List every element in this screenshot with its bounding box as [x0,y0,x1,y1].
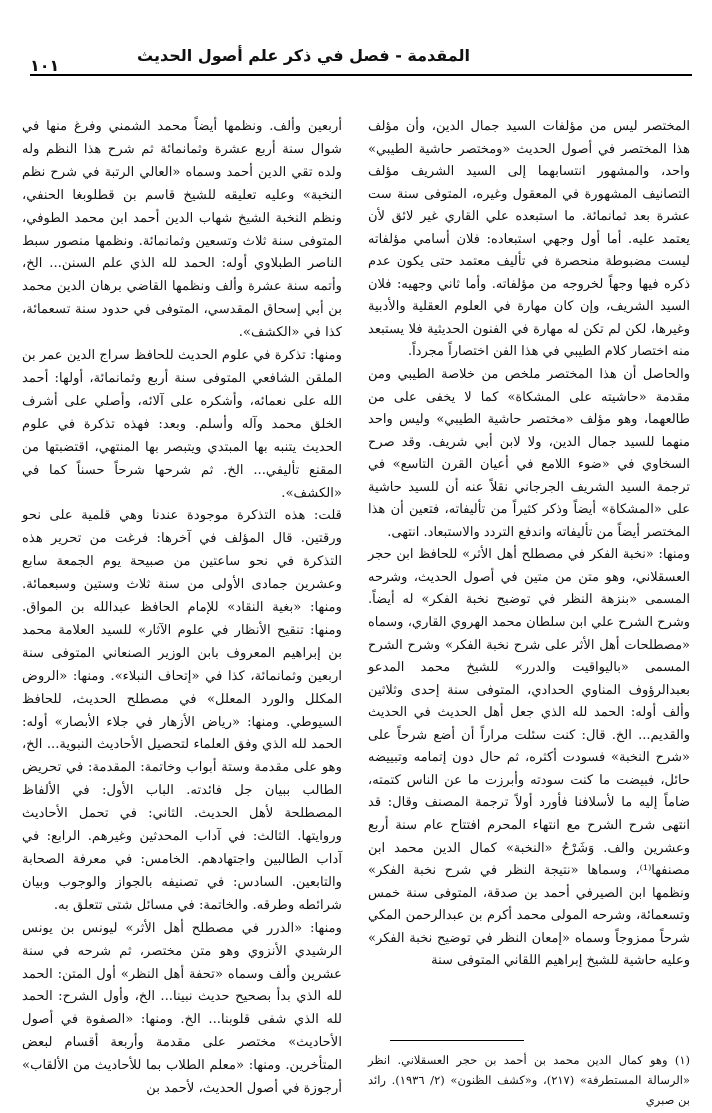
footnote-divider [390,1040,524,1041]
paragraph: ومنها: «نخبة الفكر في مصطلح أهل الأثر» للحافظ ابن حجر العسقلاني، وهو متن من متين في أصول الحديث، وشرحه المسمى «بنزهة النظر في توضيح نخبة الفكر» له أيضاً. وشرح الشرح علي ابن سلطان محمد الهروي القاري، وسماه «مصطلحات أهل الأثر على شرح نخبة الفكر» وشرح الشرح المسمى «باليواقيت والدرر» للشيخ محمد المدعو بعبدالرؤوف المناوي الحدادي، المتوفى سنة إحدى وثلاثين وألف أوله: الحمد لله الذي جعل أهل الحديث في الحديث والقديم... الخ. قال: كنت سئلت مراراً أن أضع شرحاً على «شرح النخبة» فسودت أكثره، ثم حال دون إتمامه وتبييضه حائل، فبيضت ما كنت سودته وأبرزت ما عن الناس كتمته، ضاماً إليه ما لأسلافنا فأورد أولاً ترجمة المصنف وقال: قد انتهى شرح الشرح مع انتهاء المحرم افتتاح عام سنة أربع وعشرين والف. وَشَرْحُ «النخبة» كمال الدين محمد ابن مصنفها⁽¹⁾، وسماها «نتيجة النظر في شرح نخبة الفكر» ونظمها ابن الصيرفي أحمد بن صدقة، المتوفى سنة خمس وتسعمائة، وشرحه المولى محمد أكرم بن عبدالرحمن المكي شرحاً ممزوجاً وسماه «إمعان النظر في توضيح نخبة الفكر» وعليه حاشية للشيخ إبراهيم اللقاني المتوفى سنة [368,547,690,969]
paragraph: قلت: هذه التذكرة موجودة عندنا وهي قلمية على نحو ورقتين. قال المؤلف في آخرها: فرغت من تحرير هذه التذكرة في نحو ساعتين من صبيحة يوم الجمعة سابع وعشرين جمادى الأولى من سنة ثلاث وستين وسبعمائة. ومنها: «بغية النقاد» للإمام الحافظ عبدالله بن المواق. ومنها: تنقيح الأنظار في علوم الآثار» للسيد العلامة محمد بن إبراهيم المعروف بابن الوزير الصنعاني المتوفى سنة اربعين وثمانمائة، كذا في «إتحاف النبلاء». ومنها: «الروض المكلل والورد المعلل» في مصطلح الحديث، للحافظ السيوطي. ومنها: «رياض الأزهار في جلاء الأبصار» أوله: الحمد لله الذي وفق العلماء لتحصيل الأحاديث النبوية... الخ، وهو على مقدمة وستة أبواب وخاتمة: المقدمة: في تحريض الطالب ببيان جل فائدته. الباب الأول: في الألفاظ المصطلحة لأهل الحديث. الثاني: في تحمل الأحاديث وروايتها. الثالث: في آداب المحدثين وغيرهم. الرابع: في آداب الطالبين واجتهادهم. الخامس: في معرفة الصحابة والتابعين. السادس: في تصنيفه بالجواز والوجوب وبيان شرائطه وطرقه. والخاتمة: في مسائل شتى تتعلق به. [22,508,342,913]
page-header-title: المقدمة - فصل في ذكر علم أصول الحديث [137,46,470,65]
paragraph: المختصر ليس من مؤلفات السيد جمال الدين، وأن مؤلف هذا المختصر في أصول الحديث «ومختصر حاشية الطيبي» واحد، والمشهور انتسابهما إلى السيد الشريف مؤلف التصانيف المشهورة في المعقول وغيره، المتوفى سنة ست عشرة بعد ثمانمائة. ما استبعده علي القاري غير لائق لأن يعتمد عليه. أما أول وجهي استبعاده: فلان أسامي مؤلفاته ليست مضبوطة منحصرة في تأليف معتمد حتى يكون عدم ذكره فيها وجهاً لخروجه من مؤلفاته. وأما ثاني وجهيه: فلان السيد الشريف، وإن كان مهارة في العلوم العقلية والأدبية وغيرها، لكن لم تكن له مهارة في الفنون الحديثية فلا يستبعد منه اختصار كلام الطيبي في هذا الفن اختصاراً مجرداً. [368,119,690,360]
page-number: ١٠١ [30,56,60,75]
paragraph: أربعين وألف. ونظمها أيضاً محمد الشمني وفرغ منها في شوال سنة أربع عشرة وثمانمائة ثم شرح هذا النظم وله ولده تقي الدين أحمد وسماه «العالي الرتبة في شرح نظم النخبة» وعليه تعليقه للشيخ قاسم بن قطلوبغا الحنفي، ونظم النخبة الشيخ شهاب الدين أحمد ابن محمد الطوفي، المتوفى سنة ثلاث وتسعين وثمانمائة. ونظمها منصور سبط الناصر الطبلاوي أوله: الحمد لله الذي علم السنن... الخ، وأتمه سنة عشرة وألف ونظمها القاضي برهان الدين محمد بن أبي إسحاق المقدسي، المتوفى في حدود سنة تسعمائة، كذا في «الكشف». [22,119,342,341]
right-text-column [368,116,690,973]
paragraph: ومنها: تذكرة في علوم الحديث للحافظ سراج الدين عمر بن الملقن الشافعي المتوفى سنة أربع وثمانمائة، أولها: أحمد الله على نعمائه، وأشكره على آلائه، وأصلي على أشرف الخلق محمد وآله وأسلم. وبعد: فهذه تذكرة في علوم الحديث يتنبه بها المبتدي ويتبصر بها المنتهي، اقتضبتها من المقنع تأليفي... الخ. ثم شرحها شرحاً حسناً كما في «الكشف». [21,348,342,501]
footnote: (١) وهو كمال الدين محمد بن أحمد بن حجر العسقلاني. انظر «الرسالة المستطرفة» (٢١٧)، و«كشف الظنون» (٢/ ١٩٣٦). رائد بن صبري [368,1053,690,1107]
paragraph: والحاصل أن هذا المختصر ملخص من خلاصة الطيبي ومن مقدمة «حاشيته على المشكاة» كما لا يخفى على من طالعهما، وهو مؤلف «مختصر حاشية الطيبي» وليس واحد منهما للسيد جمال الدين، ولا لابن أبي شريف. وقد صرح السخاوي في «ضوء اللامع في أعيان القرن التاسع» في ترجمة السيد الشريف الجرجاني نقلاً عنه أن للسيد حاشية على «المشكاة» أيضاً وذكر كثيراً من تأليفاته، فتعين أن هذا المختصر أيضاً من تأليفاته واندفع التردد والاستبعاد. انتهى. [368,367,690,540]
paragraph: ومنها: «الدرر في مصطلح أهل الأثر» ليونس بن يونس الرشيدي الأنزوي وهو متن مختصر، ثم شرحه في سنة عشرين وألف وسماه «تحفة أهل النظر» أول المتن: الحمد لله الذي بدأ بصحيح حديث نبينا... الخ، وأول الشرح: الحمد لله الذي شفى قلوبنا... الخ. ومنها: «الصفوة في أصول الأحاديث» مختصر على مقدمة وأربعة أقسام لبعض المتأخرين. ومنها: «معلم الطلاب بما للأحاديث من الألقاب» أرجوزة في أصول الحديث، لأحمد بن [22,920,342,1097]
left-text-column [22,116,342,1101]
running-header [30,42,692,76]
